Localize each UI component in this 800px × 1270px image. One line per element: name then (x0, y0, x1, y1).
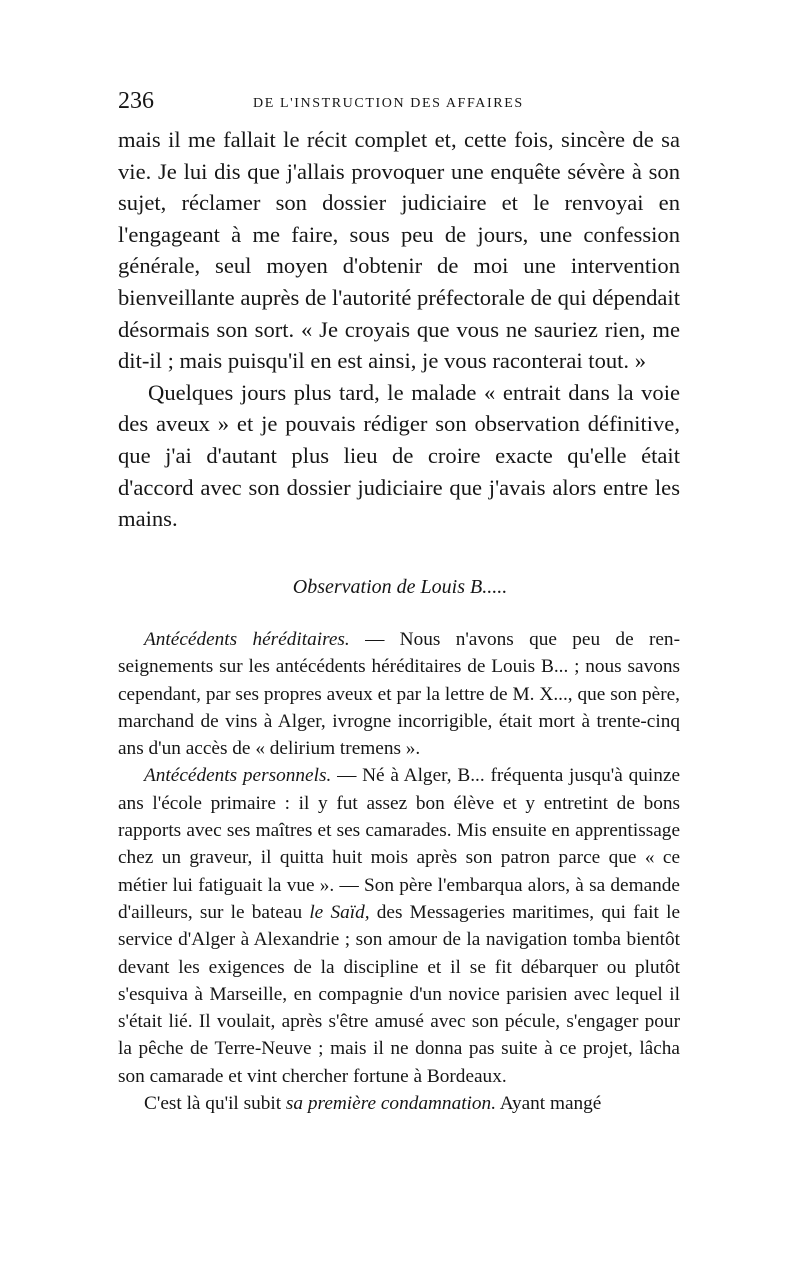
last-paragraph (118, 1090, 680, 1117)
personal-text-2: des Messageries maritimes, qui fait le service d'Alger à Alexandrie ; son amour de la navigation tomba bientôt devant les exigences de la discipline et il se fit débarquer ou plutôt s'esquiva à Marseille, en compagnie d'un novice parisien avec lequel il s'était lié. Il voulait, après s'être amusé avec son pécule, s'engager pour la pêche de Terre-Neuve ; mais il ne donna pas suite à ce projet, lâcha son camarade et vint chercher fortune à Bordeaux. (118, 901, 680, 1087)
first-conviction: sa première condamnation. (285, 1093, 497, 1115)
ship-name: le Saïd, (309, 901, 370, 923)
hereditary-label: Antécédents héréditaires. (144, 629, 350, 650)
personal-text-1: — Né à Alger, B... fréquenta jusqu'à quinze ans l'école primaire : il y fut assez bon élève et y entretint de bons rapports avec ses maîtres et ses camarades. Mis ensuite en apprentissage chez un graveur, il quitta huit mois après son patron parce que « ce métier lui fatiguait la vue ». — Son père l'embarqua alors, à sa demande d'ailleurs, sur le bateau (118, 765, 681, 923)
paragraph-1: mais il me fallait le récit complet et, cette fois, sincère de sa vie. Je lui dis que j'allais provoquer une enquête sévère à son sujet, réclamer son dossier judiciaire et le renvoyai en l'engageant à me faire, sous peu de jours, une confession générale, seul moyen d'obtenir de moi une intervention bienveillante auprès de l'autorité préfectorale de qui dépendait désormais son sort. « Je croyais que vous ne sauriez rien, me dit-il ; mais puisqu'il en est ainsi, je vous raconterai tout. » (118, 127, 680, 374)
page-number: 236 (118, 88, 154, 114)
hereditary-paragraph (118, 626, 680, 762)
personal-label: Antécédents personnels. (144, 765, 332, 787)
hereditary-text: — Nous n'avons que peu de renseignements sur les antécédents héréditaires de Louis B... ; nous savons cependant, par ses propres aveux et par la lettre de M. X..., que son père, marchand de vins à Alger, ivrogne incorrigible, était mort à trente-cinq ans d'un accès de « delirium tremens ». (118, 629, 680, 760)
running-title: DE L'INSTRUCTION DES AFFAIRES (253, 96, 524, 111)
main-text (118, 124, 680, 535)
page-header (118, 88, 678, 118)
last-text-2: Ayant mangé (496, 1093, 602, 1115)
observation-title: Observation de Louis B..... (292, 576, 508, 598)
personal-paragraph (118, 762, 680, 1090)
last-text-1: C'est là qu'il subit (144, 1093, 286, 1115)
observation-text (118, 626, 680, 1117)
paragraph-2: Quelques jours plus tard, le malade « entrait dans la voie des aveux » et je pouvais rédiger son observation définitive, que j'ai d'autant plus lieu de croire exacte qu'elle était d'accord avec son dossier judiciaire que j'avais alors entre les mains. (118, 379, 680, 532)
